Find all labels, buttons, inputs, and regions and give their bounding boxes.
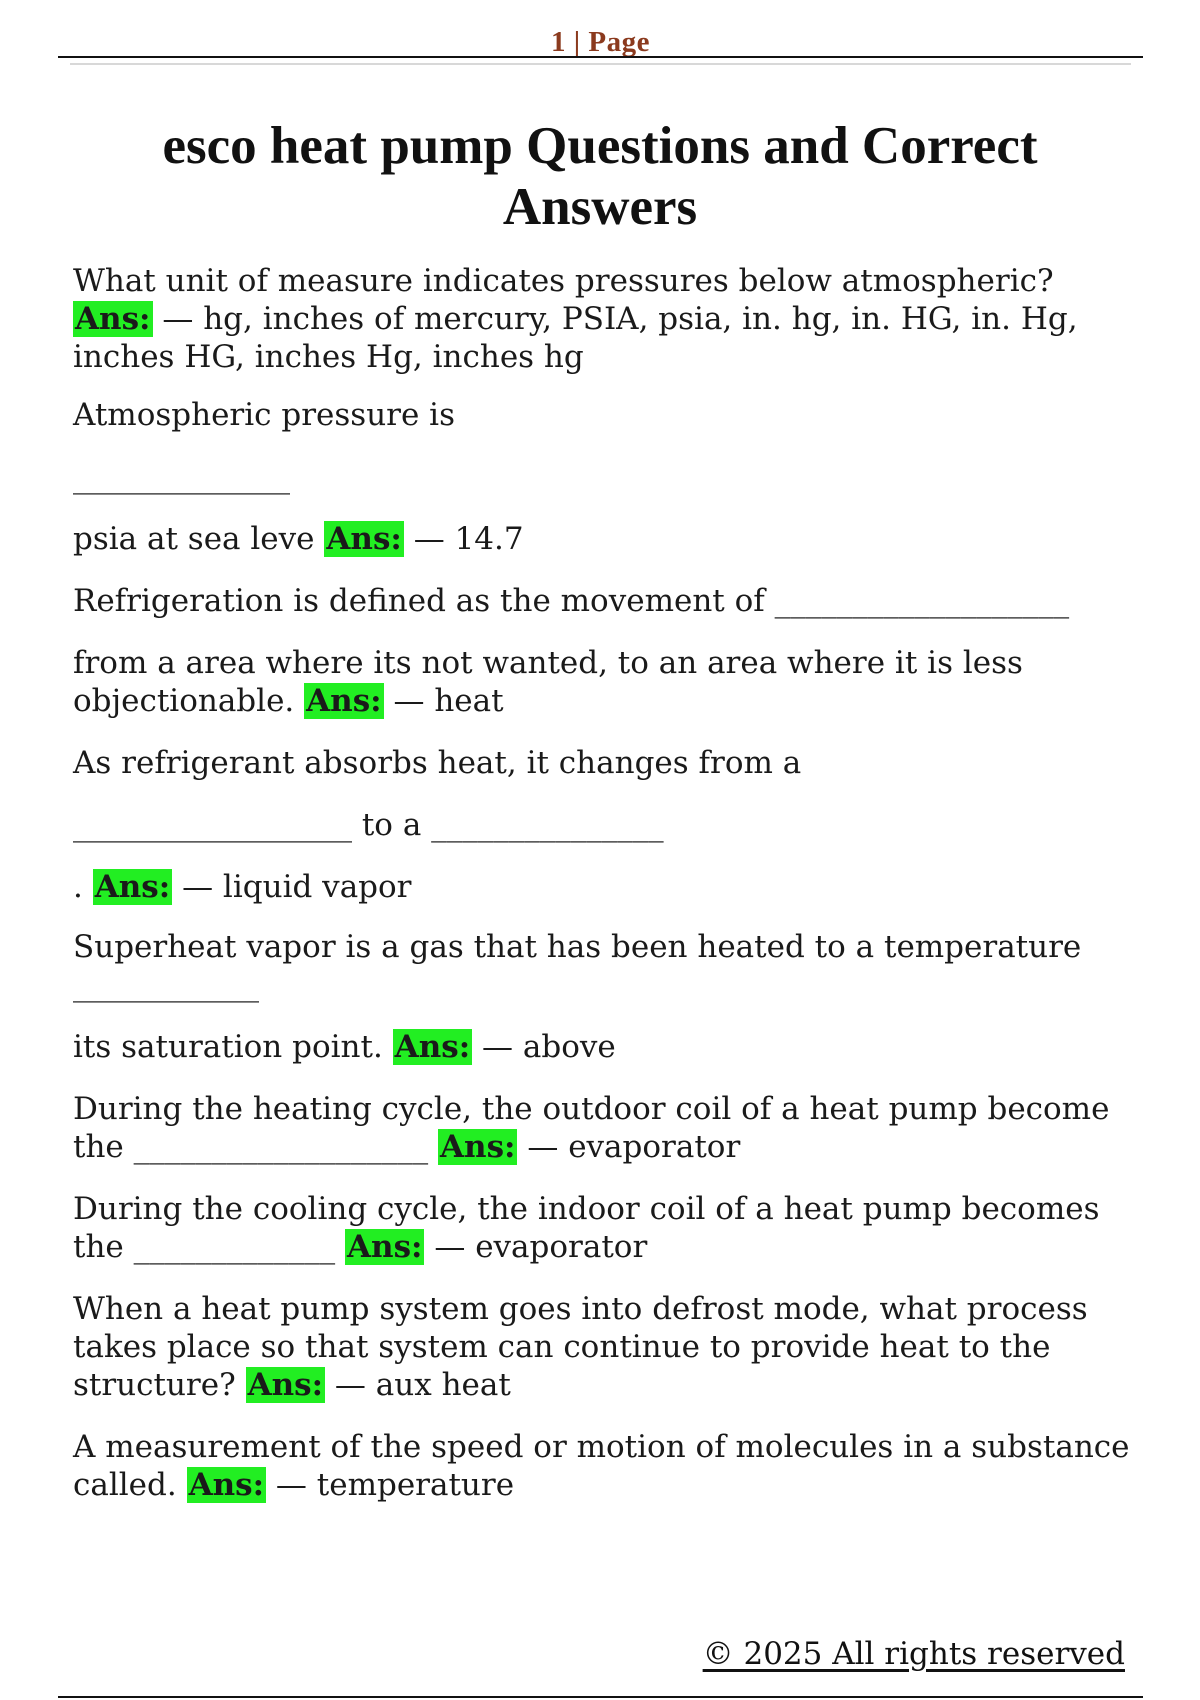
question-line: Superheat vapor is a gas that has been heated to a temperature bbox=[73, 929, 1082, 965]
qa-item bbox=[73, 1190, 1133, 1266]
question-text: What unit of measure indicates pressures below atmospheric? bbox=[73, 263, 1054, 299]
answer-text: — aux heat bbox=[325, 1367, 511, 1403]
question-text: its saturation point. bbox=[73, 1029, 393, 1065]
question-text: . bbox=[73, 869, 93, 905]
qa-item bbox=[73, 1028, 1133, 1066]
answer-label: Ans: bbox=[188, 1467, 265, 1503]
question-line: Atmospheric pressure is bbox=[73, 397, 456, 433]
answer-label: Ans: bbox=[394, 1029, 471, 1065]
header-rule bbox=[58, 56, 1143, 58]
question-line: Refrigeration is defined as the movement of ___________________ bbox=[73, 583, 1070, 619]
answer-label: Ans: bbox=[439, 1129, 516, 1165]
answer-text: — temperature bbox=[266, 1467, 515, 1503]
answer-text: — evaporator bbox=[424, 1229, 648, 1265]
qa-item bbox=[73, 644, 1133, 720]
qa-item bbox=[73, 520, 1133, 558]
answer-label: Ans: bbox=[247, 1367, 324, 1403]
footer-rule bbox=[58, 1696, 1143, 1698]
answer-label: Ans: bbox=[326, 521, 402, 557]
answer-text: — liquid vapor bbox=[172, 869, 412, 905]
answer-text: — above bbox=[472, 1029, 616, 1065]
question-text: A measurement of the speed or motion of molecules in a substance called. bbox=[73, 1429, 1130, 1503]
answer-label: Ans: bbox=[346, 1229, 423, 1265]
question-text: from a area where its not wanted, to an area where it is less objectionable. bbox=[73, 645, 1023, 719]
question-text: psia at sea leve bbox=[73, 521, 325, 557]
copyright-notice: © 2025 All rights reserved bbox=[702, 1636, 1125, 1672]
qa-item bbox=[73, 1090, 1133, 1166]
qa-list bbox=[73, 262, 1133, 1504]
answer-label: Ans: bbox=[306, 683, 382, 719]
page-header bbox=[58, 24, 1143, 68]
page-footer bbox=[58, 1636, 1143, 1686]
header-subrule bbox=[70, 63, 1131, 65]
question-text: When a heat pump system goes into defrost mode, what process takes place so that system can continue to provide heat to the structure? bbox=[73, 1291, 1088, 1403]
question-text: During the heating cycle, the outdoor coil of a heat pump become the ___________________ bbox=[73, 1091, 1110, 1165]
answer-text: — hg, inches of mercury, PSIA, psia, in. hg, in. HG, in. Hg, inches HG, inches Hg, inches hg bbox=[73, 301, 1078, 375]
qa-item bbox=[73, 868, 1133, 906]
answer-text: — 14.7 bbox=[403, 521, 524, 557]
blank-line: ______________ bbox=[73, 459, 290, 495]
page-number: 1 | Page bbox=[551, 26, 650, 58]
answer-label: Ans: bbox=[94, 869, 171, 905]
document-title: esco heat pump Questions and Correct Answers bbox=[162, 117, 1038, 236]
answer-text: — heat bbox=[383, 683, 504, 719]
blank-line: __________________ to a _______________ bbox=[73, 807, 664, 843]
qa-item bbox=[73, 262, 1133, 376]
answer-text: — evaporator bbox=[517, 1129, 741, 1165]
answer-label: Ans: bbox=[75, 301, 151, 337]
qa-item bbox=[73, 1428, 1133, 1504]
blank-line: ____________ bbox=[73, 967, 259, 1003]
question-line: As refrigerant absorbs heat, it changes from a bbox=[73, 745, 802, 781]
question-text: During the cooling cycle, the indoor coil of a heat pump becomes the _____________ bbox=[73, 1191, 1100, 1265]
qa-item bbox=[73, 1290, 1133, 1404]
